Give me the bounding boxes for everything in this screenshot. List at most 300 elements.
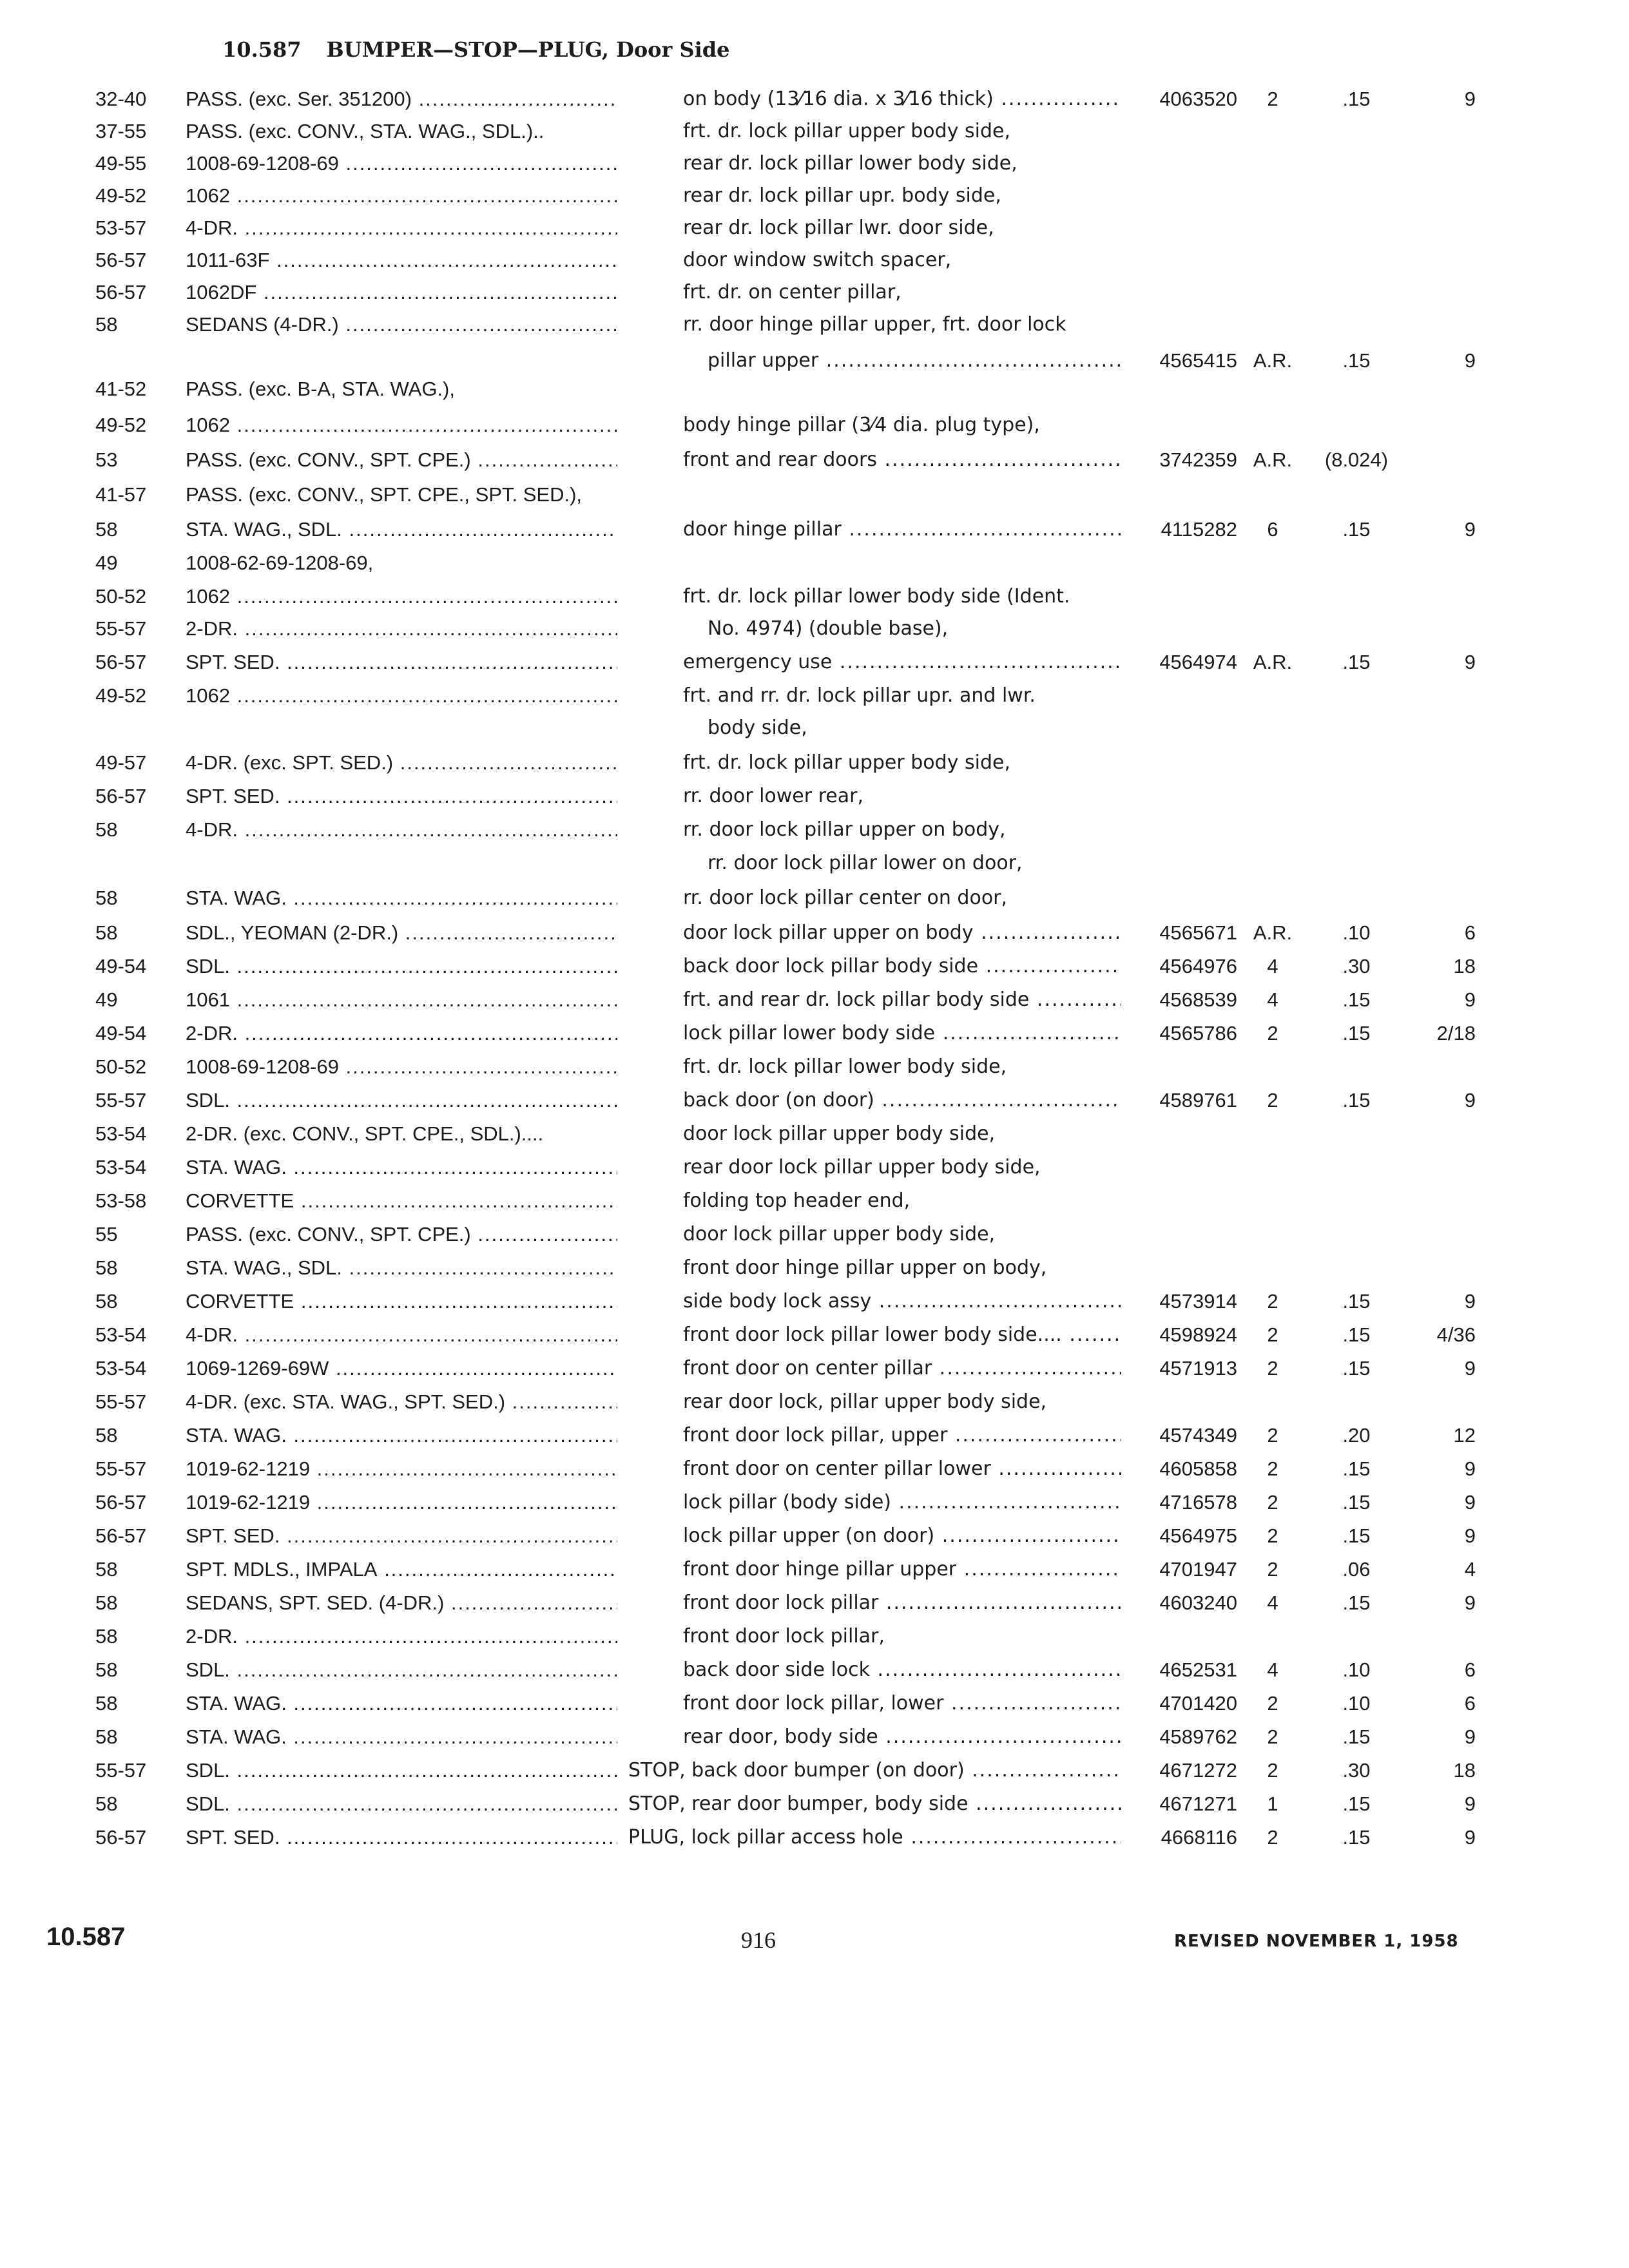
table-row bbox=[0, 347, 1629, 379]
table-row bbox=[0, 1220, 1629, 1253]
part-number: 4589762 bbox=[1159, 1725, 1237, 1748]
model-description: 4-DR. (exc. STA. WAG., SPT. SED.) ..... bbox=[186, 1388, 617, 1416]
table-row bbox=[0, 648, 1629, 680]
page-title: BUMPER—STOP—PLUG, Door Side bbox=[326, 37, 730, 62]
table-row bbox=[0, 214, 1629, 246]
model-description: 2-DR. ..... bbox=[186, 615, 617, 643]
quantity: 6 bbox=[1267, 518, 1278, 541]
model-years: 58 bbox=[95, 313, 118, 336]
model-description: SDL. ..... bbox=[186, 952, 617, 981]
part-description: front door lock pillar, lower ..... bbox=[683, 1689, 1121, 1718]
revision-date: REVISED NOVEMBER 1, 1958 bbox=[1174, 1932, 1459, 1951]
model-description: 1062 ..... bbox=[186, 582, 617, 611]
model-description: 4-DR. ..... bbox=[186, 1321, 617, 1349]
table-row bbox=[0, 782, 1629, 814]
part-number: 4063520 bbox=[1159, 88, 1237, 110]
part-description: rr. door lock pillar center on door, bbox=[683, 887, 1008, 909]
part-number: 4671271 bbox=[1159, 1792, 1237, 1815]
table-row bbox=[0, 1790, 1629, 1822]
quantity: 2 bbox=[1267, 1424, 1278, 1446]
model-years: 55 bbox=[95, 1223, 118, 1245]
part-number: 4568539 bbox=[1159, 988, 1237, 1011]
quantity: 4 bbox=[1267, 955, 1278, 977]
price: .10 bbox=[1342, 921, 1371, 944]
quantity: 1 bbox=[1267, 1792, 1278, 1815]
unit-package: 9 bbox=[1464, 1591, 1476, 1614]
unit-package: 6 bbox=[1464, 1692, 1476, 1715]
unit-package: 9 bbox=[1464, 651, 1476, 673]
unit-package: 9 bbox=[1464, 1725, 1476, 1748]
part-number: 4564974 bbox=[1159, 651, 1237, 673]
part-number: 3742359 bbox=[1159, 448, 1237, 471]
price: .15 bbox=[1342, 1290, 1371, 1312]
model-years: 58 bbox=[95, 518, 118, 541]
model-years: 53 bbox=[95, 448, 118, 471]
part-description: rear door lock, pillar upper body side, bbox=[683, 1390, 1047, 1413]
model-years: 58 bbox=[95, 1792, 118, 1815]
table-row bbox=[0, 1388, 1629, 1420]
model-years: 49-57 bbox=[95, 751, 147, 774]
part-number: 4605858 bbox=[1159, 1457, 1237, 1480]
quantity: 2 bbox=[1267, 1290, 1278, 1312]
model-description: SPT. SED. ..... bbox=[186, 1522, 617, 1550]
model-description: SPT. SED. ..... bbox=[186, 782, 617, 811]
model-description: STA. WAG. ..... bbox=[186, 1153, 617, 1182]
table-row bbox=[0, 246, 1629, 278]
price: .15 bbox=[1342, 1323, 1371, 1346]
table-row bbox=[0, 1488, 1629, 1521]
model-years: 49 bbox=[95, 988, 118, 1011]
model-description: SDL. ..... bbox=[186, 1656, 617, 1684]
model-years: 32-40 bbox=[95, 88, 147, 110]
model-description: 4-DR. ..... bbox=[186, 214, 617, 242]
price: .15 bbox=[1342, 1792, 1371, 1815]
part-description: rr. door lock pillar lower on door, bbox=[708, 852, 1023, 874]
model-description: STA. WAG., SDL. ..... bbox=[186, 515, 617, 544]
price: .15 bbox=[1342, 518, 1371, 541]
price: .15 bbox=[1342, 1826, 1371, 1849]
table-row bbox=[0, 1053, 1629, 1085]
table-row bbox=[0, 1287, 1629, 1320]
table-row bbox=[0, 117, 1629, 149]
part-description: frt. dr. on center pillar, bbox=[683, 281, 901, 303]
part-description: door lock pillar upper body side, bbox=[683, 1223, 996, 1245]
table-row bbox=[0, 952, 1629, 985]
model-description: 1008-62-69-1208-69, bbox=[186, 552, 374, 574]
part-description: front and rear doors ..... bbox=[683, 446, 1121, 474]
model-description: STA. WAG. ..... bbox=[186, 1421, 617, 1450]
model-years: 49-54 bbox=[95, 955, 147, 977]
model-description: 1062 ..... bbox=[186, 682, 617, 710]
model-description: 1069-1269-69W ..... bbox=[186, 1354, 617, 1383]
table-row bbox=[0, 615, 1629, 647]
part-description: front door on center pillar lower ..... bbox=[683, 1455, 1121, 1483]
part-number: 4564975 bbox=[1159, 1524, 1237, 1547]
table-row bbox=[0, 182, 1629, 214]
unit-package: 9 bbox=[1464, 988, 1476, 1011]
price: (8.024) bbox=[1324, 448, 1389, 471]
model-description: SDL., YEOMAN (2-DR.) ..... bbox=[186, 919, 617, 947]
part-description: rr. door lock pillar upper on body, bbox=[683, 818, 1006, 841]
part-description: rr. door lower rear, bbox=[683, 785, 864, 807]
table-row bbox=[0, 446, 1629, 478]
part-description: rear door, body side ..... bbox=[683, 1723, 1121, 1751]
table-row bbox=[0, 515, 1629, 548]
quantity: A.R. bbox=[1253, 921, 1293, 944]
model-years: 58 bbox=[95, 1558, 118, 1581]
part-number: 4668116 bbox=[1161, 1826, 1237, 1849]
model-years: 53-54 bbox=[95, 1357, 147, 1379]
unit-package: 9 bbox=[1464, 1457, 1476, 1480]
part-number: 4603240 bbox=[1159, 1591, 1237, 1614]
part-description: door lock pillar upper on body ..... bbox=[683, 919, 1121, 947]
model-years: 56-57 bbox=[95, 785, 147, 807]
model-description: 2-DR. (exc. CONV., SPT. CPE., SDL.).... bbox=[186, 1122, 544, 1145]
model-years: 49-52 bbox=[95, 184, 147, 207]
part-description: door lock pillar upper body side, bbox=[683, 1122, 996, 1145]
model-years: 58 bbox=[95, 887, 118, 909]
quantity: 4 bbox=[1267, 1591, 1278, 1614]
table-row bbox=[0, 278, 1629, 311]
model-years: 53-57 bbox=[95, 216, 147, 239]
model-years: 37-55 bbox=[95, 120, 147, 142]
model-description: CORVETTE ..... bbox=[186, 1187, 617, 1215]
price: .15 bbox=[1342, 1022, 1371, 1044]
unit-package: 4 bbox=[1464, 1558, 1476, 1581]
part-description: emergency use ..... bbox=[683, 648, 1121, 677]
quantity: 2 bbox=[1267, 1558, 1278, 1581]
part-number: 4589761 bbox=[1159, 1089, 1237, 1111]
part-number: 4565671 bbox=[1159, 921, 1237, 944]
model-years: 58 bbox=[95, 1725, 118, 1748]
table-row bbox=[0, 1823, 1629, 1856]
quantity: 2 bbox=[1267, 1089, 1278, 1111]
part-description: back door side lock ..... bbox=[683, 1656, 1121, 1684]
table-row bbox=[0, 682, 1629, 714]
part-number: 4565786 bbox=[1159, 1022, 1237, 1044]
model-description: SDL. ..... bbox=[186, 1086, 617, 1115]
table-row bbox=[0, 849, 1629, 881]
part-description: rear dr. lock pillar upr. body side, bbox=[683, 184, 1001, 207]
unit-package: 12 bbox=[1453, 1424, 1476, 1446]
part-description: frt. and rr. dr. lock pillar upr. and lwr. bbox=[683, 684, 1036, 707]
table-row bbox=[0, 375, 1629, 407]
unit-package: 9 bbox=[1464, 349, 1476, 372]
table-row bbox=[0, 85, 1629, 117]
part-description: folding top header end, bbox=[683, 1189, 911, 1212]
model-description: STA. WAG. ..... bbox=[186, 884, 617, 912]
table-row bbox=[0, 481, 1629, 513]
part-number: 4652531 bbox=[1159, 1658, 1237, 1681]
part-description: on body (13⁄16 dia. x 3⁄16 thick) ..... bbox=[683, 85, 1121, 113]
model-years: 49-55 bbox=[95, 152, 147, 175]
group-number: 10.587 bbox=[222, 37, 302, 62]
model-description: 2-DR. ..... bbox=[186, 1019, 617, 1048]
quantity: 2 bbox=[1267, 1323, 1278, 1346]
model-description: PASS. (exc. CONV., SPT. CPE.) ..... bbox=[186, 446, 617, 474]
table-row bbox=[0, 1756, 1629, 1789]
part-description: frt. dr. lock pillar lower body side (Ident. bbox=[683, 585, 1070, 608]
quantity: 4 bbox=[1267, 988, 1278, 1011]
part-description: frt. dr. lock pillar upper body side, bbox=[683, 120, 1010, 142]
unit-package: 9 bbox=[1464, 1524, 1476, 1547]
part-description: front door lock pillar ..... bbox=[683, 1589, 1121, 1617]
table-row bbox=[0, 582, 1629, 615]
part-description: frt. dr. lock pillar lower body side, bbox=[683, 1055, 1007, 1078]
model-years: 49-52 bbox=[95, 684, 147, 707]
part-description: frt. dr. lock pillar upper body side, bbox=[683, 751, 1010, 774]
model-years: 41-57 bbox=[95, 483, 147, 506]
unit-package: 9 bbox=[1464, 518, 1476, 541]
part-description: lock pillar lower body side ..... bbox=[683, 1019, 1121, 1048]
quantity: A.R. bbox=[1253, 651, 1293, 673]
table-row bbox=[0, 1723, 1629, 1755]
model-years: 56-57 bbox=[95, 1524, 147, 1547]
model-description: 4-DR. ..... bbox=[186, 816, 617, 844]
table-row bbox=[0, 1656, 1629, 1688]
part-number: 4565415 bbox=[1159, 349, 1237, 372]
unit-package: 2/18 bbox=[1436, 1022, 1476, 1044]
model-years: 50-52 bbox=[95, 585, 147, 608]
model-description: 1061 ..... bbox=[186, 986, 617, 1014]
part-number: 4701947 bbox=[1159, 1558, 1237, 1581]
table-row bbox=[0, 149, 1629, 182]
part-description: back door (on door) ..... bbox=[683, 1086, 1121, 1115]
model-description: 1062 ..... bbox=[186, 182, 617, 210]
table-row bbox=[0, 1086, 1629, 1119]
unit-package: 9 bbox=[1464, 1826, 1476, 1849]
quantity: A.R. bbox=[1253, 448, 1293, 471]
table-row bbox=[0, 884, 1629, 916]
table-row bbox=[0, 549, 1629, 581]
table-row bbox=[0, 1321, 1629, 1353]
model-years: 56-57 bbox=[95, 249, 147, 271]
model-years: 55-57 bbox=[95, 617, 147, 640]
part-description: front door hinge pillar upper on body, bbox=[683, 1256, 1047, 1279]
quantity: A.R. bbox=[1253, 349, 1293, 372]
table-row bbox=[0, 1153, 1629, 1186]
model-years: 58 bbox=[95, 1290, 118, 1312]
part-description: body side, bbox=[708, 716, 807, 739]
model-years: 55-57 bbox=[95, 1457, 147, 1480]
model-years: 58 bbox=[95, 1424, 118, 1446]
model-description: SPT. SED. ..... bbox=[186, 1823, 617, 1852]
model-years: 55-57 bbox=[95, 1390, 147, 1413]
quantity: 2 bbox=[1267, 1826, 1278, 1849]
model-description: 1019-62-1219 ..... bbox=[186, 1488, 617, 1517]
model-description: SPT. MDLS., IMPALA ..... bbox=[186, 1555, 617, 1584]
model-description: 1062DF ..... bbox=[186, 278, 617, 307]
part-number: 4671272 bbox=[1159, 1759, 1237, 1782]
model-years: 58 bbox=[95, 921, 118, 944]
model-description: PASS. (exc. CONV., SPT. CPE.) ..... bbox=[186, 1220, 617, 1249]
part-description: rear dr. lock pillar lwr. door side, bbox=[683, 216, 994, 239]
unit-package: 9 bbox=[1464, 1089, 1476, 1111]
model-years: 58 bbox=[95, 1692, 118, 1715]
unit-package: 9 bbox=[1464, 1290, 1476, 1312]
part-number: 4574349 bbox=[1159, 1424, 1237, 1446]
part-number: 4573914 bbox=[1159, 1290, 1237, 1312]
price: .15 bbox=[1342, 88, 1371, 110]
price: .30 bbox=[1342, 955, 1371, 977]
table-row bbox=[0, 1019, 1629, 1052]
model-years: 49-52 bbox=[95, 414, 147, 436]
table-row bbox=[0, 986, 1629, 1018]
part-description: STOP, rear door bumper, body side ..... bbox=[628, 1790, 1121, 1818]
model-description: STA. WAG. ..... bbox=[186, 1689, 617, 1718]
model-description: SEDANS, SPT. SED. (4-DR.) ..... bbox=[186, 1589, 617, 1617]
model-years: 58 bbox=[95, 1625, 118, 1648]
model-years: 58 bbox=[95, 1658, 118, 1681]
table-row bbox=[0, 714, 1629, 746]
model-years: 56-57 bbox=[95, 281, 147, 303]
table-row bbox=[0, 1421, 1629, 1454]
model-description: 2-DR. ..... bbox=[186, 1622, 617, 1651]
part-description: frt. and rear dr. lock pillar body side ..... bbox=[683, 986, 1121, 1014]
price: .10 bbox=[1342, 1692, 1371, 1715]
table-row bbox=[0, 749, 1629, 781]
table-row bbox=[0, 311, 1629, 343]
model-years: 53-54 bbox=[95, 1323, 147, 1346]
model-description: 4-DR. (exc. SPT. SED.) ..... bbox=[186, 749, 617, 777]
model-years: 41-52 bbox=[95, 378, 147, 400]
model-description: PASS. (exc. CONV., STA. WAG., SDL.).. bbox=[186, 120, 545, 142]
price: .15 bbox=[1342, 1524, 1371, 1547]
unit-package: 9 bbox=[1464, 1792, 1476, 1815]
part-description: front door lock pillar, upper ..... bbox=[683, 1421, 1121, 1450]
unit-package: 9 bbox=[1464, 88, 1476, 110]
page-number: 916 bbox=[741, 1927, 776, 1953]
quantity: 2 bbox=[1267, 1491, 1278, 1514]
price: .15 bbox=[1342, 1357, 1371, 1379]
quantity: 2 bbox=[1267, 1759, 1278, 1782]
part-description: front door lock pillar lower body side.... ..... bbox=[683, 1321, 1121, 1349]
model-description: STA. WAG., SDL. ..... bbox=[186, 1254, 617, 1282]
table-row bbox=[0, 1120, 1629, 1152]
unit-package: 6 bbox=[1464, 921, 1476, 944]
table-row bbox=[0, 1522, 1629, 1554]
model-years: 49-54 bbox=[95, 1022, 147, 1044]
model-description: PASS. (exc. CONV., SPT. CPE., SPT. SED.), bbox=[186, 483, 583, 506]
model-description: PASS. (exc. Ser. 351200) ..... bbox=[186, 85, 617, 113]
unit-package: 6 bbox=[1464, 1658, 1476, 1681]
part-description: side body lock assy ..... bbox=[683, 1287, 1121, 1316]
price: .10 bbox=[1342, 1658, 1371, 1681]
part-description: lock pillar upper (on door) ..... bbox=[683, 1522, 1121, 1550]
model-years: 53-54 bbox=[95, 1122, 147, 1145]
model-description: 1011-63F ..... bbox=[186, 246, 617, 274]
model-description: 1008-69-1208-69 ..... bbox=[186, 149, 617, 178]
model-description: SDL. ..... bbox=[186, 1756, 617, 1785]
part-description: back door lock pillar body side ..... bbox=[683, 952, 1121, 981]
model-years: 49 bbox=[95, 552, 118, 574]
table-row bbox=[0, 1354, 1629, 1387]
table-row bbox=[0, 1254, 1629, 1286]
model-years: 56-57 bbox=[95, 651, 147, 673]
part-description: front door lock pillar, bbox=[683, 1625, 885, 1648]
model-description: SDL. ..... bbox=[186, 1790, 617, 1818]
unit-package: 9 bbox=[1464, 1491, 1476, 1514]
model-years: 58 bbox=[95, 818, 118, 841]
unit-package: 4/36 bbox=[1436, 1323, 1476, 1346]
quantity: 2 bbox=[1267, 1725, 1278, 1748]
unit-package: 9 bbox=[1464, 1357, 1476, 1379]
part-number: 4701420 bbox=[1159, 1692, 1237, 1715]
table-row bbox=[0, 411, 1629, 443]
part-description: rear dr. lock pillar lower body side, bbox=[683, 152, 1017, 175]
footer-group-code: 10.587 bbox=[46, 1923, 126, 1951]
model-years: 58 bbox=[95, 1256, 118, 1279]
price: .15 bbox=[1342, 1457, 1371, 1480]
part-number: 4115282 bbox=[1161, 518, 1237, 541]
table-row bbox=[0, 1455, 1629, 1487]
table-row bbox=[0, 1622, 1629, 1655]
part-description: front door on center pillar ..... bbox=[683, 1354, 1121, 1383]
quantity: 2 bbox=[1267, 1692, 1278, 1715]
part-description: rear door lock pillar upper body side, bbox=[683, 1156, 1041, 1178]
table-row bbox=[0, 816, 1629, 848]
part-number: 4571913 bbox=[1159, 1357, 1237, 1379]
price: .15 bbox=[1342, 1591, 1371, 1614]
part-description: lock pillar (body side) ..... bbox=[683, 1488, 1121, 1517]
model-years: 58 bbox=[95, 1591, 118, 1614]
quantity: 2 bbox=[1267, 88, 1278, 110]
table-row bbox=[0, 1589, 1629, 1621]
price: .20 bbox=[1342, 1424, 1371, 1446]
quantity: 2 bbox=[1267, 1357, 1278, 1379]
unit-package: 18 bbox=[1453, 1759, 1476, 1782]
price: .15 bbox=[1342, 1089, 1371, 1111]
part-description: PLUG, lock pillar access hole ..... bbox=[628, 1823, 1121, 1852]
price: .15 bbox=[1342, 1491, 1371, 1514]
table-row bbox=[0, 919, 1629, 951]
model-description: 1008-69-1208-69 ..... bbox=[186, 1053, 617, 1081]
model-description: SEDANS (4-DR.) ..... bbox=[186, 311, 617, 339]
price: .06 bbox=[1342, 1558, 1371, 1581]
quantity: 2 bbox=[1267, 1457, 1278, 1480]
part-description: pillar upper ..... bbox=[683, 347, 1121, 375]
table-row bbox=[0, 1555, 1629, 1588]
model-description: CORVETTE ..... bbox=[186, 1287, 617, 1316]
quantity: 4 bbox=[1267, 1658, 1278, 1681]
model-years: 55-57 bbox=[95, 1089, 147, 1111]
price: .15 bbox=[1342, 1725, 1371, 1748]
model-years: 53-54 bbox=[95, 1156, 147, 1178]
part-number: 4564976 bbox=[1159, 955, 1237, 977]
quantity: 2 bbox=[1267, 1022, 1278, 1044]
part-description: door window switch spacer, bbox=[683, 249, 952, 271]
part-description: front door hinge pillar upper ..... bbox=[683, 1555, 1121, 1584]
part-number: 4598924 bbox=[1159, 1323, 1237, 1346]
model-description: 1062 ..... bbox=[186, 411, 617, 439]
model-description: SPT. SED. ..... bbox=[186, 648, 617, 677]
part-number: 4716578 bbox=[1159, 1491, 1237, 1514]
table-row bbox=[0, 1187, 1629, 1219]
price: .30 bbox=[1342, 1759, 1371, 1782]
model-years: 50-52 bbox=[95, 1055, 147, 1078]
quantity: 2 bbox=[1267, 1524, 1278, 1547]
part-description: rr. door hinge pillar upper, frt. door lock bbox=[683, 313, 1066, 336]
model-years: 53-58 bbox=[95, 1189, 147, 1212]
unit-package: 18 bbox=[1453, 955, 1476, 977]
model-description: 1019-62-1219 ..... bbox=[186, 1455, 617, 1483]
model-years: 55-57 bbox=[95, 1759, 147, 1782]
price: .15 bbox=[1342, 651, 1371, 673]
part-description: No. 4974) (double base), bbox=[708, 617, 949, 640]
model-years: 56-57 bbox=[95, 1826, 147, 1849]
price: .15 bbox=[1342, 349, 1371, 372]
part-description: body hinge pillar (3⁄4 dia. plug type), bbox=[683, 414, 1040, 436]
